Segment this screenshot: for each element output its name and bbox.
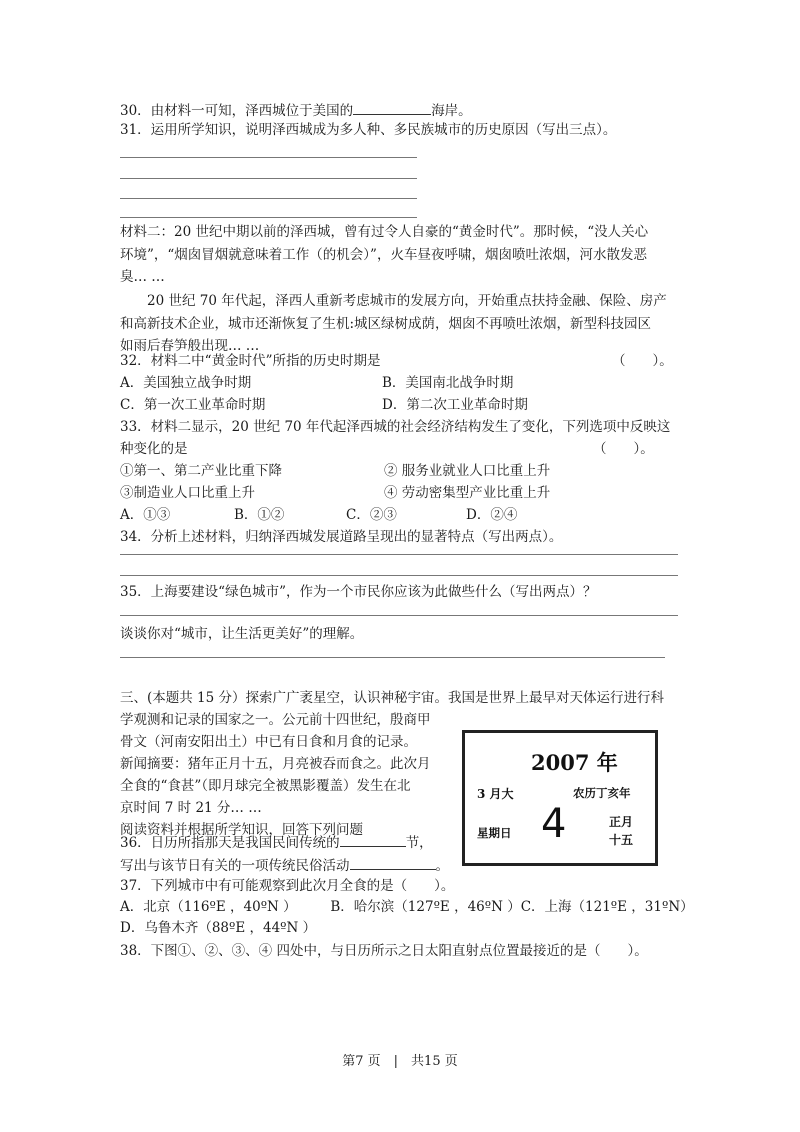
q33-answer-paren[interactable]: （ ）。 (593, 441, 654, 457)
q32-option-c[interactable]: C．第一次工业革命时期 (120, 397, 266, 413)
q35-question: 35．上海要建设“绿色城市”，作为一个市民你应该为此做些什么（写出两点）？ (120, 584, 597, 600)
answer-line[interactable] (120, 198, 417, 199)
q36-custom-blank[interactable] (350, 855, 436, 870)
q32-stem: 32．材料二中“黄金时代”所指的历史时期是 (120, 353, 381, 369)
q30-text: 30．由材料一可知，泽西城位于美国的 (120, 103, 354, 119)
answer-line[interactable] (120, 615, 678, 616)
section3-text: 学观测和记录的国家之一。公元前十四世纪，殷商甲 (120, 712, 431, 728)
calendar-lunar-day: 十五 (609, 833, 634, 847)
answer-line[interactable] (120, 178, 417, 179)
section3-intro: 三、(本题共 15 分）探索广广袤星空，认识神秘宇宙。我国是世界上最早对天体运行进行科 (120, 690, 665, 706)
material2-line: 材料二：20 世纪中期以前的泽西城，曾有过令人自豪的“黄金时代”。那时候，“没人关心 (120, 224, 649, 240)
calendar-weekday: 星期日 (477, 826, 512, 840)
q33-statement-1: ①第一、第二产业比重下降 (120, 463, 282, 479)
section3-text: 骨文（河南安阳出土）中已有日食和月食的记录。 (120, 734, 417, 750)
talk-prompt: 谈谈你对“城市，让生活更美好”的理解。 (120, 626, 364, 642)
q36-tail: 。 (435, 858, 449, 874)
q33-stem: 33．材料二显示，20 世纪 70 年代起泽西城的社会经济结构发生了变化，下列选项中反映这 (120, 419, 671, 435)
q36-line2 (120, 855, 449, 875)
q32-answer-paren[interactable]: （ ）。 (612, 353, 673, 369)
section3-text: 京时间 7 时 21 分… … (120, 800, 262, 816)
q33-option-d[interactable]: D．②④ (466, 507, 518, 523)
q33-statement-4: ④ 劳动密集型产业比重上升 (384, 485, 551, 501)
q33-statement-3: ③制造业人口比重上升 (120, 485, 255, 501)
q36-text: 36．日历所指那天是我国民间传统的 (120, 835, 340, 851)
calendar-lunar-month: 正月 (609, 815, 634, 829)
section3-text: 阅读资料并根据所学知识，回答下列问题 (120, 822, 363, 838)
calendar-day: 4 (541, 801, 567, 847)
q33-statement-2: ② 服务业就业人口比重上升 (384, 463, 551, 479)
q30 (120, 100, 472, 120)
q34-question: 34．分析上述材料，归纳泽西城发展道路呈现出的显著特点（写出两点）。 (120, 529, 563, 545)
answer-line[interactable] (120, 554, 678, 555)
q33-option-a[interactable]: A．①③ (120, 507, 171, 523)
calendar-image (462, 730, 658, 866)
answer-line[interactable] (120, 217, 417, 218)
q33-option-c[interactable]: C．②③ (346, 507, 397, 523)
q37-options-abc[interactable]: A．北京（116ºE ，40ºN ） B．哈尔滨（127ºE ，46ºN ）C．上海（121ºE ，31ºN） (120, 899, 694, 915)
page-footer: 第7 页 | 共15 页 (342, 1054, 458, 1069)
calendar-month: 3 月大 (477, 787, 514, 801)
q37-option-d[interactable]: D．乌鲁木齐（88ºE ，44ºN ） (120, 920, 317, 936)
section3-text: 新闻摘要：猪年正月十五，月亮被吞而食之。此次月 (120, 756, 431, 772)
q30-tail: 海岸。 (431, 103, 472, 119)
q36-text: 写出与该节日有关的一项传统民俗活动 (120, 858, 350, 874)
answer-line[interactable] (120, 157, 417, 158)
material2-line: 环境”，“烟囱冒烟就意味着工作（的机会）”，火车昼夜呼啸，烟囱喷吐浓烟，河水散发恶 (120, 247, 647, 263)
q32-option-b[interactable]: B．美国南北战争时期 (382, 375, 514, 391)
material2-line: 如雨后春笋般出现… … (120, 338, 260, 354)
q36-line1 (120, 832, 433, 852)
q31-question: 31．运用所学知识，说明泽西城成为多人种、多民族城市的历史原因（写出三点）。 (120, 122, 617, 138)
q36-tail: 节， (405, 835, 433, 851)
q38-question: 38．下图①、②、③、④ 四处中，与日历所示之日太阳直射点位置最接近的是（ ）。 (120, 943, 648, 959)
q33-option-b[interactable]: B．①② (234, 507, 285, 523)
material2-line: 20 世纪 70 年代起，泽西人重新考虑城市的发展方向，开始重点扶持金融、保险、房产 (147, 293, 667, 309)
calendar-year: 2007 年 (531, 750, 618, 775)
q36-festival-blank[interactable] (340, 832, 406, 847)
q37-stem: 37．下列城市中有可能观察到此次月全食的是（ ）。 (120, 878, 455, 894)
q30-blank[interactable] (353, 100, 431, 115)
answer-line[interactable] (120, 657, 665, 658)
material2-line: 和高新技术企业，城市还渐恢复了生机:城区绿树成荫，烟囱不再喷吐浓烟，新型科技园区 (120, 316, 652, 332)
section3-text: 全食的“食甚”（即月球完全被黑影覆盖）发生在北 (120, 778, 411, 794)
calendar-lunar-year: 农历丁亥年 (573, 786, 631, 800)
material2-line: 臭… … (120, 269, 165, 285)
q32-option-a[interactable]: A．美国独立战争时期 (120, 375, 252, 391)
q33-stem-cont: 种变化的是 (120, 441, 188, 457)
q32-option-d[interactable]: D．第二次工业革命时期 (382, 397, 528, 413)
answer-line[interactable] (120, 575, 678, 576)
